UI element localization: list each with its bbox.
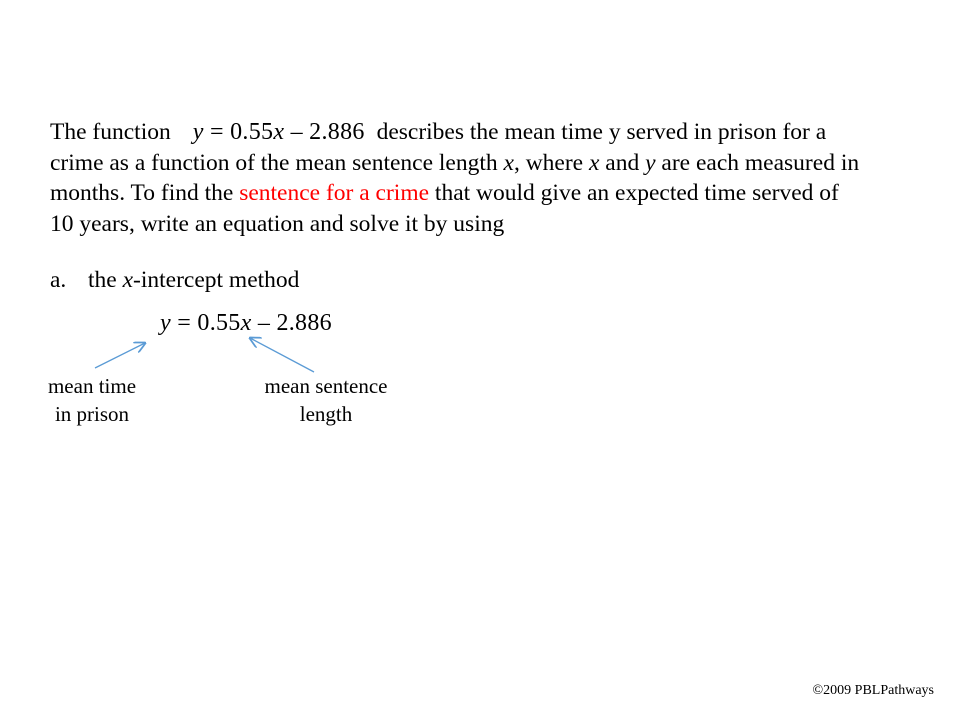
equation-display-y: y: [160, 310, 171, 336]
equation-display-x: x: [240, 310, 252, 336]
item-a-suffix: -intercept method: [133, 267, 300, 293]
arrow-to-y: [95, 343, 145, 368]
line1-prefix: The function: [50, 119, 171, 145]
arrow-to-x: [250, 338, 314, 372]
problem-line-4: 10 years, write an equation and solve it by using: [50, 210, 505, 237]
label-mean-sentence-length: [246, 372, 406, 428]
line2-text-2: , where: [513, 149, 589, 176]
equation-display-constant: – 2.886: [251, 310, 332, 336]
line1-suffix: describes the mean time y served in prison for a: [376, 119, 827, 145]
equation-x: x: [273, 119, 285, 145]
label-mean-time-line1: mean time: [47, 374, 137, 398]
label-mean-time: [28, 372, 156, 428]
highlighted-phrase: sentence for a crime: [239, 180, 430, 206]
equation-constant: – 2.886: [284, 119, 365, 145]
line2-text-4: are each measured in: [655, 149, 860, 176]
equation-y: y: [192, 119, 204, 145]
label-sentence-line2: length: [299, 402, 353, 426]
line2-text-3: and: [599, 149, 646, 176]
list-marker: a.: [50, 267, 67, 293]
line2-var-y: y: [645, 149, 656, 176]
label-mean-time-line2: in prison: [54, 402, 130, 426]
line2-text-1: crime as a function of the mean sentence length: [50, 149, 504, 176]
line3-text-1: months. To find the: [50, 180, 240, 206]
item-a-var: x: [122, 267, 134, 293]
line2-var-x: x: [503, 149, 514, 176]
equation-coefficient: = 0.55: [203, 119, 274, 145]
line3-text-2: that would give an expected time served of: [429, 180, 839, 206]
line2-var-x-2: x: [588, 149, 600, 176]
label-sentence-line1: mean sentence: [264, 374, 388, 398]
copyright-footer: ©2009 PBLPathways: [812, 683, 934, 698]
equation-display-coefficient: = 0.55: [170, 310, 241, 336]
item-a-prefix: the: [88, 267, 123, 293]
